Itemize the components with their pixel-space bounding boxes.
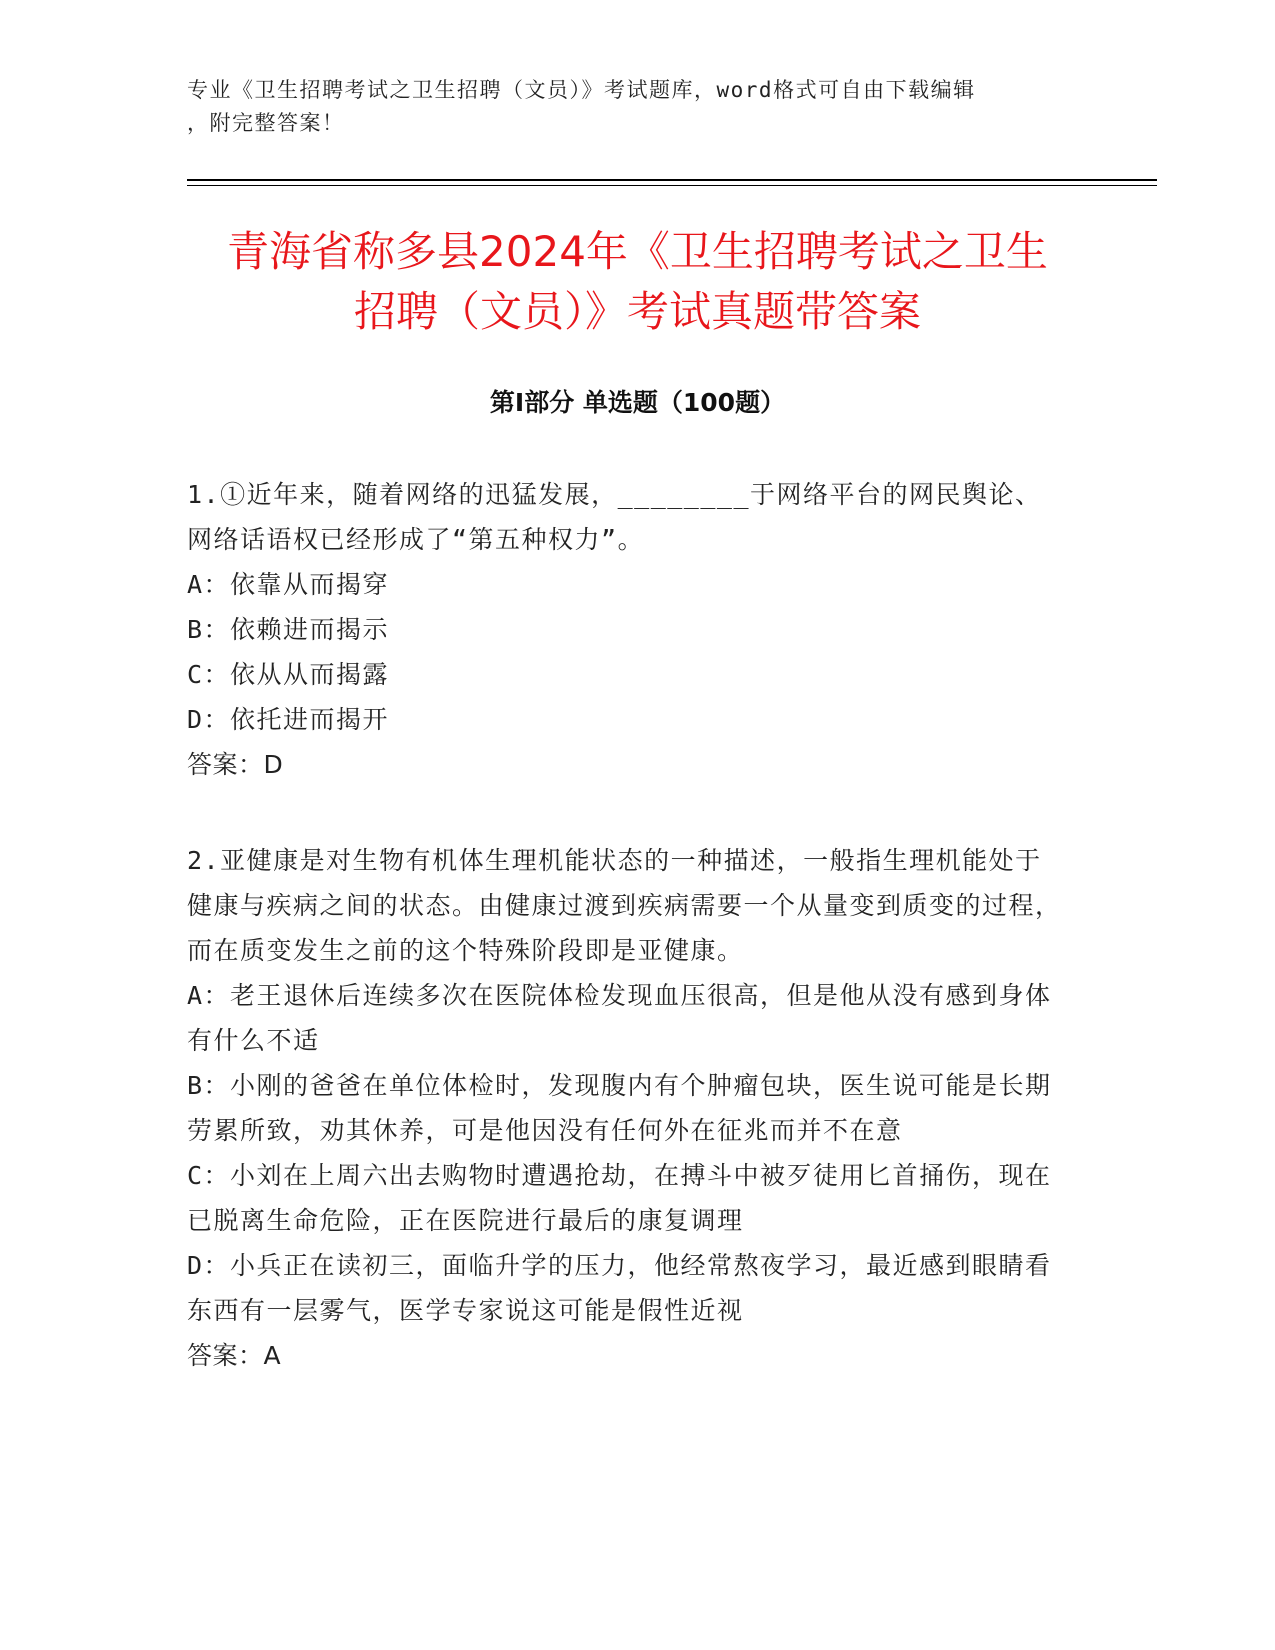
option-a: A：老王退休后连续多次在医院体检发现血压很高，但是他从没有感到身体有什么不适 [187,981,1052,1055]
answer: 答案：D [187,750,284,779]
option-d: D：小兵正在读初三，面临升学的压力，他经常熬夜学习，最近感到眼睛看东西有一层雾气，医学专家说这可能是假性近视 [187,1251,1052,1325]
document-title [150,222,1125,342]
section-heading: 第Ⅰ部分 单选题（100题） [489,388,786,417]
option-b: B：小刚的爸爸在单位体检时，发现腹内有个肿瘤包块，医生说可能是长期劳累所致，劝其休养，可是他因没有任何外在征兆而并不在意 [187,1071,1052,1145]
question-1 [187,472,1067,787]
option-b: B：依赖进而揭示 [187,615,390,644]
question-2 [187,838,1067,1378]
question-stem: 2.亚健康是对生物有机体生理机能状态的一种描述，一般指生理机能处于健康与疾病之间的状态。由健康过渡到疾病需要一个从量变到质变的过程，而在质变发生之前的这个特殊阶段即是亚健康。 [187,846,1062,965]
header-divider-thin [187,185,1157,186]
answer: 答案：A [187,1341,282,1370]
option-a: A：依靠从而揭穿 [187,570,390,599]
header-divider-thick [187,179,1157,181]
header-note-line-2: ，附完整答案！ [187,111,345,135]
document-title-line-2: 招聘（文员）》考试真题带答案 [353,287,921,336]
question-stem: 1.①近年来，随着网络的迅猛发展，________于网络平台的网民舆论、网络话语权已经形成了“第五种权力”。 [187,480,1042,554]
header-note [187,74,1067,140]
option-c: C：小刘在上周六出去购物时遭遇抢劫，在搏斗中被歹徒用匕首捅伤，现在已脱离生命危险，正在医院进行最后的康复调理 [187,1161,1052,1235]
document-title-line-1: 青海省称多县2024年《卫生招聘考试之卫生 [227,227,1048,276]
option-d: D：依托进而揭开 [187,705,390,734]
header-note-line-1: 专业《卫生招聘考试之卫生招聘（文员）》考试题库，word格式可自由下载编辑 [187,78,976,102]
option-c: C：依从从而揭露 [187,660,390,689]
